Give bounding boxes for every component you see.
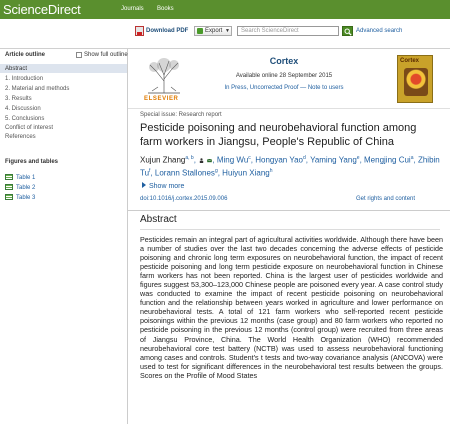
- table-icon: [5, 184, 13, 190]
- table-icon: [5, 194, 13, 200]
- export-label: Export: [205, 28, 223, 34]
- outline-item-results[interactable]: 3. Results: [5, 96, 32, 102]
- in-press-status[interactable]: In Press, Uncorrected Proof — Note to users: [224, 85, 344, 91]
- author-name[interactable]: Yaming Yang: [310, 155, 357, 165]
- abstract-text: Pesticides remain an integral part of agricultural activities worldwide. Although there have been a number of studies over the last two decades concerning the adverse effects of pesticide poisoning and chronic long term exposures on neurobehavioral function, the impact of recent pesticide poisoning and long term pesticide exposure on neurobehavioral function in Chinese farm workers has not been reported. China is the largest user of pesticides worldwide and figures suggest 53,300–123,000 Chinese people are poisoned every year. A case control study was conducted to examine the impact of recent pesticide poisoning on neurobehavioral function and the relationship between years worked in agriculture and lower performance on neurobehavioral tests. A total of 121 farm workers who self-reported recent pesticide poisonings within the previous 12 months (case group) and 80 farm workers who reported no pesticide poisoning in the previous 12 months (control group) were recruited from three areas of Jiangsu Province, China. The World Health Organization (WHO) recommended neurobehavioral core test battery (NCTB) was used to assess neurobehavioral functioning among cases and controls. Student's t tests and two-way covariance analysis (ANCOVA) were used to test for significant differences in the neurobehavioral test results between the groups. Scores on the Profile of Mood States: [140, 235, 443, 380]
- table-link-1[interactable]: Table 1: [5, 174, 35, 181]
- author-name[interactable]: Zhibin Tu: [140, 155, 440, 178]
- table-link-2[interactable]: Table 2: [5, 184, 35, 191]
- author-list: Xujun Zhang$^{a, b}$, , Ming Wu$^c$, Hongyan Yao$^d$, Yaming Yang$^e$, Mengjing Cui$^a$, Zhibin Tu$^f$, Lorann Stallones$^g$, Huiyun Xiang$^h$: [140, 155, 440, 178]
- table-link-3[interactable]: Table 3: [5, 194, 35, 201]
- show-more-toggle[interactable]: Show more: [142, 182, 184, 190]
- show-full-outline-label[interactable]: Show full outline: [84, 52, 128, 58]
- abstract-heading: Abstract: [140, 214, 177, 225]
- show-full-outline-checkbox[interactable]: [76, 52, 82, 58]
- author-name[interactable]: Xujun Zhang: [140, 155, 186, 165]
- export-icon: [197, 28, 203, 34]
- nav-books[interactable]: Books: [157, 6, 174, 12]
- outline-item-conflict[interactable]: Conflict of interest: [5, 125, 54, 131]
- chevron-down-icon: ▼: [225, 28, 230, 34]
- cover-title: Cortex: [400, 58, 420, 64]
- author-name[interactable]: Lorann Stallones: [154, 168, 215, 178]
- available-online-date: Available online 28 September 2015: [235, 73, 333, 79]
- figures-tables-heading: Figures and tables: [5, 159, 59, 165]
- outline-item-methods[interactable]: 2. Material and methods: [5, 86, 70, 92]
- search-button[interactable]: [342, 26, 353, 36]
- person-icon[interactable]: [199, 158, 204, 163]
- article-type: Special issue: Research report: [140, 112, 222, 118]
- envelope-icon[interactable]: [207, 158, 212, 163]
- author-name[interactable]: Mengjing Cui: [364, 155, 411, 165]
- cover-artwork: [404, 68, 428, 96]
- outline-item-references[interactable]: References: [5, 134, 36, 140]
- outline-item-abstract[interactable]: Abstract: [5, 66, 28, 72]
- download-pdf-link[interactable]: Download PDF: [146, 28, 189, 34]
- article-outline-heading: Article outline: [5, 52, 46, 58]
- top-bar: [0, 0, 450, 19]
- author-name[interactable]: Ming Wu: [216, 155, 249, 165]
- nav-journals[interactable]: Journals: [121, 6, 144, 12]
- search-input[interactable]: Search ScienceDirect: [237, 26, 339, 36]
- outline-item-conclusions[interactable]: 5. Conclusions: [5, 116, 45, 122]
- expand-triangle-icon: [142, 182, 146, 188]
- abstract-divider: [140, 229, 440, 230]
- outline-item-introduction[interactable]: 1. Introduction: [5, 76, 44, 82]
- author-name[interactable]: Hongyan Yao: [255, 155, 303, 165]
- doi-link[interactable]: doi:10.1016/j.cortex.2015.09.006: [140, 196, 228, 202]
- journal-cover[interactable]: [397, 55, 433, 103]
- advanced-search-link[interactable]: Advanced search: [356, 28, 403, 34]
- journal-title[interactable]: Cortex: [269, 56, 299, 66]
- elsevier-wordmark: ELSEVIER: [144, 96, 179, 102]
- search-icon: [344, 28, 352, 36]
- author-name[interactable]: Huiyun Xiang: [222, 168, 270, 178]
- pdf-icon[interactable]: [135, 26, 144, 36]
- sciencedirect-logo[interactable]: ScienceDirect: [3, 2, 81, 17]
- rights-link[interactable]: Get rights and content: [356, 196, 416, 202]
- table-icon: [5, 174, 13, 180]
- outline-item-discussion[interactable]: 4. Discussion: [5, 106, 41, 112]
- article-title: Pesticide poisoning and neurobehavioral function among farm workers in Jiangsu, People's Republic of China: [140, 122, 417, 148]
- export-button[interactable]: [194, 26, 232, 36]
- elsevier-tree-logo[interactable]: [144, 53, 184, 95]
